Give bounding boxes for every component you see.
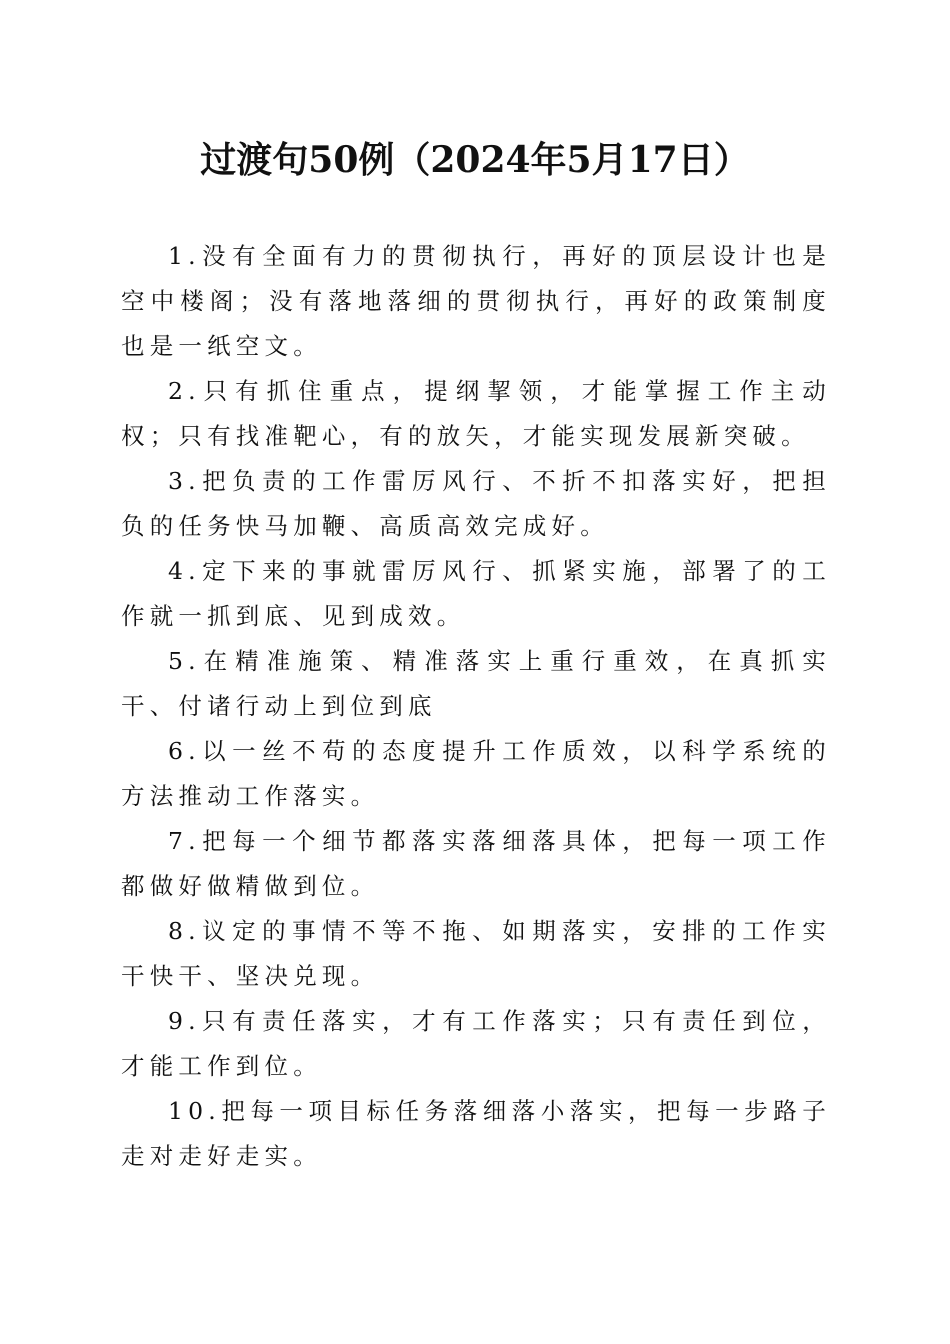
list-item: 2.只有抓住重点，提纲挈领，才能掌握工作主动权；只有找准靶心，有的放矢，才能实现发展新突破。 [121, 377, 831, 450]
list-item: 1.没有全面有力的贯彻执行，再好的顶层设计也是空中楼阁；没有落地落细的贯彻执行，再好的政策制度也是一纸空文。 [121, 242, 831, 360]
list-item: 5.在精准施策、精准落实上重行重效，在真抓实干、付诸行动上到位到底 [121, 647, 831, 720]
list-item: 4.定下来的事就雷厉风行、抓紧实施，部署了的工作就一抓到底、见到成效。 [121, 557, 831, 630]
page-title: 过渡句50例（2024年5月17日） [200, 139, 750, 181]
list-item: 6.以一丝不苟的态度提升工作质效，以科学系统的方法推动工作落实。 [121, 737, 831, 810]
item-list [121, 234, 831, 1179]
list-item: 3.把负责的工作雷厉风行、不折不扣落实好，把担负的任务快马加鞭、高质高效完成好。 [121, 467, 831, 540]
list-item: 9.只有责任落实，才有工作落实；只有责任到位，才能工作到位。 [121, 1007, 831, 1080]
list-item: 10.把每一项目标任务落细落小落实，把每一步路子走对走好走实。 [121, 1097, 831, 1170]
list-item: 7.把每一个细节都落实落细落具体，把每一项工作都做好做精做到位。 [121, 827, 831, 900]
list-item: 8.议定的事情不等不拖、如期落实，安排的工作实干快干、坚决兑现。 [121, 917, 831, 990]
